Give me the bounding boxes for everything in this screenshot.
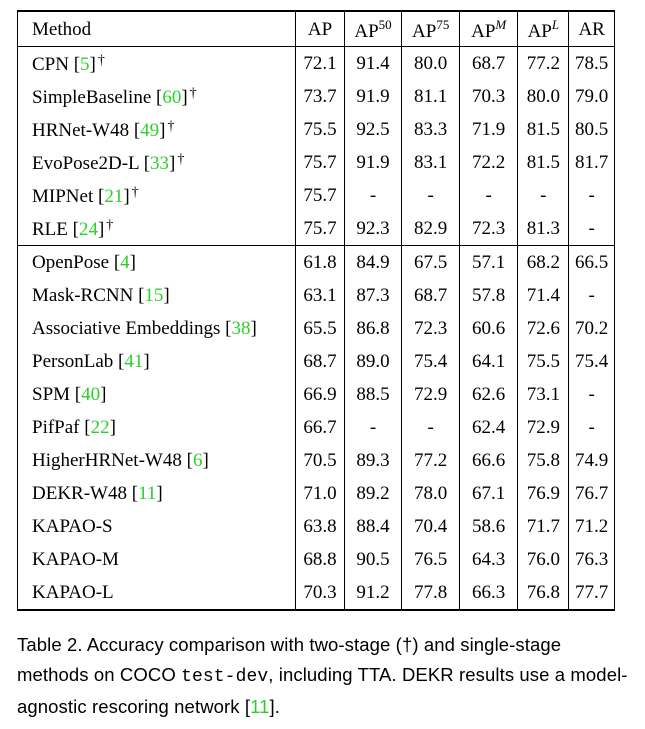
table-row <box>18 510 615 543</box>
cell-ap: 68.7 <box>296 345 344 378</box>
citation-link[interactable]: 41 <box>124 351 144 372</box>
cell-apm: 66.6 <box>460 444 518 477</box>
cell-ap: 66.9 <box>296 378 344 411</box>
method-cell: KAPAO-M <box>18 543 296 576</box>
table-row <box>18 576 615 610</box>
cell-ar: 81.7 <box>569 146 615 179</box>
cell-apl: 80.0 <box>518 80 569 113</box>
cell-ar: 66.5 <box>569 246 615 280</box>
citation-link[interactable]: 49 <box>140 119 160 141</box>
method-cell: HRNet-W48 [49] † <box>18 113 296 146</box>
cell-ar: 76.7 <box>569 477 615 510</box>
method-cell: OpenPose [4] <box>18 246 296 280</box>
method-cell: EvoPose2D-L [33] † <box>18 146 296 179</box>
cell-ar: 77.7 <box>569 576 615 610</box>
header-ar: AR <box>569 11 615 47</box>
cell-apm: 64.3 <box>460 543 518 576</box>
cell-ap: 68.8 <box>296 543 344 576</box>
cell-ap: 75.7 <box>296 179 344 212</box>
cell-apl: 72.6 <box>518 312 569 345</box>
header-apl: $AP^L$ <box>518 11 569 47</box>
citation-link[interactable]: 5 <box>80 53 90 75</box>
cell-apl: 72.9 <box>518 411 569 444</box>
cell-ar: 76.3 <box>569 543 615 576</box>
cell-ap50: - <box>344 179 402 212</box>
cell-ap75: - <box>402 179 460 212</box>
cell-ap75: 82.9 <box>402 212 460 246</box>
table-row <box>18 179 615 212</box>
cell-ap: 73.7 <box>296 80 344 113</box>
cell-ap75: 83.1 <box>402 146 460 179</box>
table-row <box>18 345 615 378</box>
cell-ar: - <box>569 411 615 444</box>
results-table-container <box>17 10 615 611</box>
cell-apm: 57.1 <box>460 246 518 280</box>
citation-link[interactable]: 24 <box>78 218 98 240</box>
cell-ar: 79.0 <box>569 80 615 113</box>
header-ap50: AP$^{50}$ <box>344 11 402 47</box>
table-row <box>18 80 615 113</box>
header-apm: $AP^M$ <box>460 11 518 47</box>
cell-ap: 63.8 <box>296 510 344 543</box>
cell-ap75: 76.5 <box>402 543 460 576</box>
cell-ap: 65.5 <box>296 312 344 345</box>
table-row <box>18 411 615 444</box>
table-row <box>18 246 615 280</box>
cell-apm: 71.9 <box>460 113 518 146</box>
cell-ar: - <box>569 279 615 312</box>
cell-ap50: 90.5 <box>344 543 402 576</box>
table-row <box>18 543 615 576</box>
cell-ap50: 92.3 <box>344 212 402 246</box>
cell-apl: 81.5 <box>518 113 569 146</box>
cell-ap75: 75.4 <box>402 345 460 378</box>
cell-apl: 71.4 <box>518 279 569 312</box>
method-cell: PersonLab [41] <box>18 345 296 378</box>
table-caption: Table 2. Accuracy comparison with two-stage (†) and single-stage methods on COCO test-dev, including TTA. DEKR results use a model-agnostic rescoring network [11]. <box>17 634 628 717</box>
cell-apm: 62.6 <box>460 378 518 411</box>
cell-ap50: 88.5 <box>344 378 402 411</box>
cell-apm: 70.3 <box>460 80 518 113</box>
citation-link[interactable]: 6 <box>192 450 203 471</box>
cell-apm: 72.3 <box>460 212 518 246</box>
cell-ap75: 70.4 <box>402 510 460 543</box>
citation-link[interactable]: 22 <box>90 417 110 438</box>
cell-ap: 63.1 <box>296 279 344 312</box>
cell-apm: 57.8 <box>460 279 518 312</box>
cell-apl: 81.3 <box>518 212 569 246</box>
cell-ap75: 80.0 <box>402 47 460 81</box>
cell-apm: 62.4 <box>460 411 518 444</box>
header-ap75: AP$^{75}$ <box>402 11 460 47</box>
table-row <box>18 146 615 179</box>
citation-link[interactable]: 60 <box>162 86 182 108</box>
cell-apl: 76.0 <box>518 543 569 576</box>
cell-apm: 64.1 <box>460 345 518 378</box>
cell-ap75: 78.0 <box>402 477 460 510</box>
cell-apl: 68.2 <box>518 246 569 280</box>
cell-apl: 73.1 <box>518 378 569 411</box>
cell-ap50: 86.8 <box>344 312 402 345</box>
cell-ap75: 72.3 <box>402 312 460 345</box>
method-cell: CPN [5] † <box>18 47 296 81</box>
method-cell: DEKR-W48 [11] <box>18 477 296 510</box>
cell-apl: 76.8 <box>518 576 569 610</box>
cell-ar: 75.4 <box>569 345 615 378</box>
cell-ap50: 92.5 <box>344 113 402 146</box>
method-cell: KAPAO-S <box>18 510 296 543</box>
cell-ap50: 89.3 <box>344 444 402 477</box>
table-row <box>18 279 615 312</box>
results-table <box>17 10 615 611</box>
cell-ap75: 83.3 <box>402 113 460 146</box>
cell-ar: - <box>569 378 615 411</box>
caption-code: test-dev <box>181 667 269 687</box>
cell-apl: 77.2 <box>518 47 569 81</box>
cell-ar: - <box>569 179 615 212</box>
method-cell: HigherHRNet-W48 [6] <box>18 444 296 477</box>
cell-ar: 74.9 <box>569 444 615 477</box>
cell-apm: 66.3 <box>460 576 518 610</box>
citation-link[interactable]: 40 <box>81 384 101 405</box>
table-row <box>18 477 615 510</box>
citation-link[interactable]: 33 <box>150 152 170 174</box>
cell-ap75: 77.2 <box>402 444 460 477</box>
cell-apl: - <box>518 179 569 212</box>
cell-ap50: 91.4 <box>344 47 402 81</box>
method-cell: KAPAO-L <box>18 576 296 610</box>
cell-ar: - <box>569 212 615 246</box>
citation-link[interactable]: 38 <box>231 318 251 339</box>
method-cell: SimpleBaseline [60] † <box>18 80 296 113</box>
cell-apm: 68.7 <box>460 47 518 81</box>
citation-link[interactable]: 11 <box>138 483 157 504</box>
cell-ap50: 87.3 <box>344 279 402 312</box>
cell-ap: 75.7 <box>296 212 344 246</box>
citation-link[interactable]: 4 <box>120 252 130 273</box>
cell-apm: 60.6 <box>460 312 518 345</box>
cell-ap50: 91.2 <box>344 576 402 610</box>
table-row <box>18 47 615 81</box>
cell-ar: 80.5 <box>569 113 615 146</box>
cell-apm: - <box>460 179 518 212</box>
cell-apl: 76.9 <box>518 477 569 510</box>
cell-ap: 75.7 <box>296 146 344 179</box>
method-cell: PifPaf [22] <box>18 411 296 444</box>
cell-ap75: 72.9 <box>402 378 460 411</box>
cell-apl: 81.5 <box>518 146 569 179</box>
cell-ap: 72.1 <box>296 47 344 81</box>
citation-link[interactable]: 21 <box>104 185 124 207</box>
cell-apl: 71.7 <box>518 510 569 543</box>
cell-ap: 70.5 <box>296 444 344 477</box>
cell-apl: 75.8 <box>518 444 569 477</box>
cell-ap: 71.0 <box>296 477 344 510</box>
cell-apm: 67.1 <box>460 477 518 510</box>
method-cell: RLE [24] † <box>18 212 296 246</box>
table-row <box>18 212 615 246</box>
cell-ar: 78.5 <box>569 47 615 81</box>
cell-ap75: 81.1 <box>402 80 460 113</box>
cell-ar: 70.2 <box>569 312 615 345</box>
cell-ap75: 68.7 <box>402 279 460 312</box>
cell-ap75: - <box>402 411 460 444</box>
header-ap: AP <box>296 11 344 47</box>
table-row <box>18 113 615 146</box>
cell-ap50: 89.0 <box>344 345 402 378</box>
cell-ap75: 67.5 <box>402 246 460 280</box>
cell-apm: 58.6 <box>460 510 518 543</box>
cell-ap50: 89.2 <box>344 477 402 510</box>
table-row <box>18 378 615 411</box>
table-row <box>18 444 615 477</box>
method-cell: SPM [40] <box>18 378 296 411</box>
header-method: Method <box>18 11 296 47</box>
cell-ar: 71.2 <box>569 510 615 543</box>
citation-link[interactable]: 15 <box>144 285 164 306</box>
table-row <box>18 312 615 345</box>
method-cell: MIPNet [21] † <box>18 179 296 212</box>
cell-ap50: 91.9 <box>344 146 402 179</box>
method-cell: Mask-RCNN [15] <box>18 279 296 312</box>
cell-ap: 66.7 <box>296 411 344 444</box>
table-header-row <box>18 11 615 47</box>
cell-ap: 61.8 <box>296 246 344 280</box>
cell-ap: 70.3 <box>296 576 344 610</box>
cell-ap50: 88.4 <box>344 510 402 543</box>
citation-link[interactable]: 11 <box>250 696 270 717</box>
method-cell: Associative Embeddings [38] <box>18 312 296 345</box>
cell-apm: 72.2 <box>460 146 518 179</box>
cell-ap50: - <box>344 411 402 444</box>
cell-apl: 75.5 <box>518 345 569 378</box>
cell-ap: 75.5 <box>296 113 344 146</box>
cell-ap75: 77.8 <box>402 576 460 610</box>
cell-ap50: 91.9 <box>344 80 402 113</box>
cell-ap50: 84.9 <box>344 246 402 280</box>
